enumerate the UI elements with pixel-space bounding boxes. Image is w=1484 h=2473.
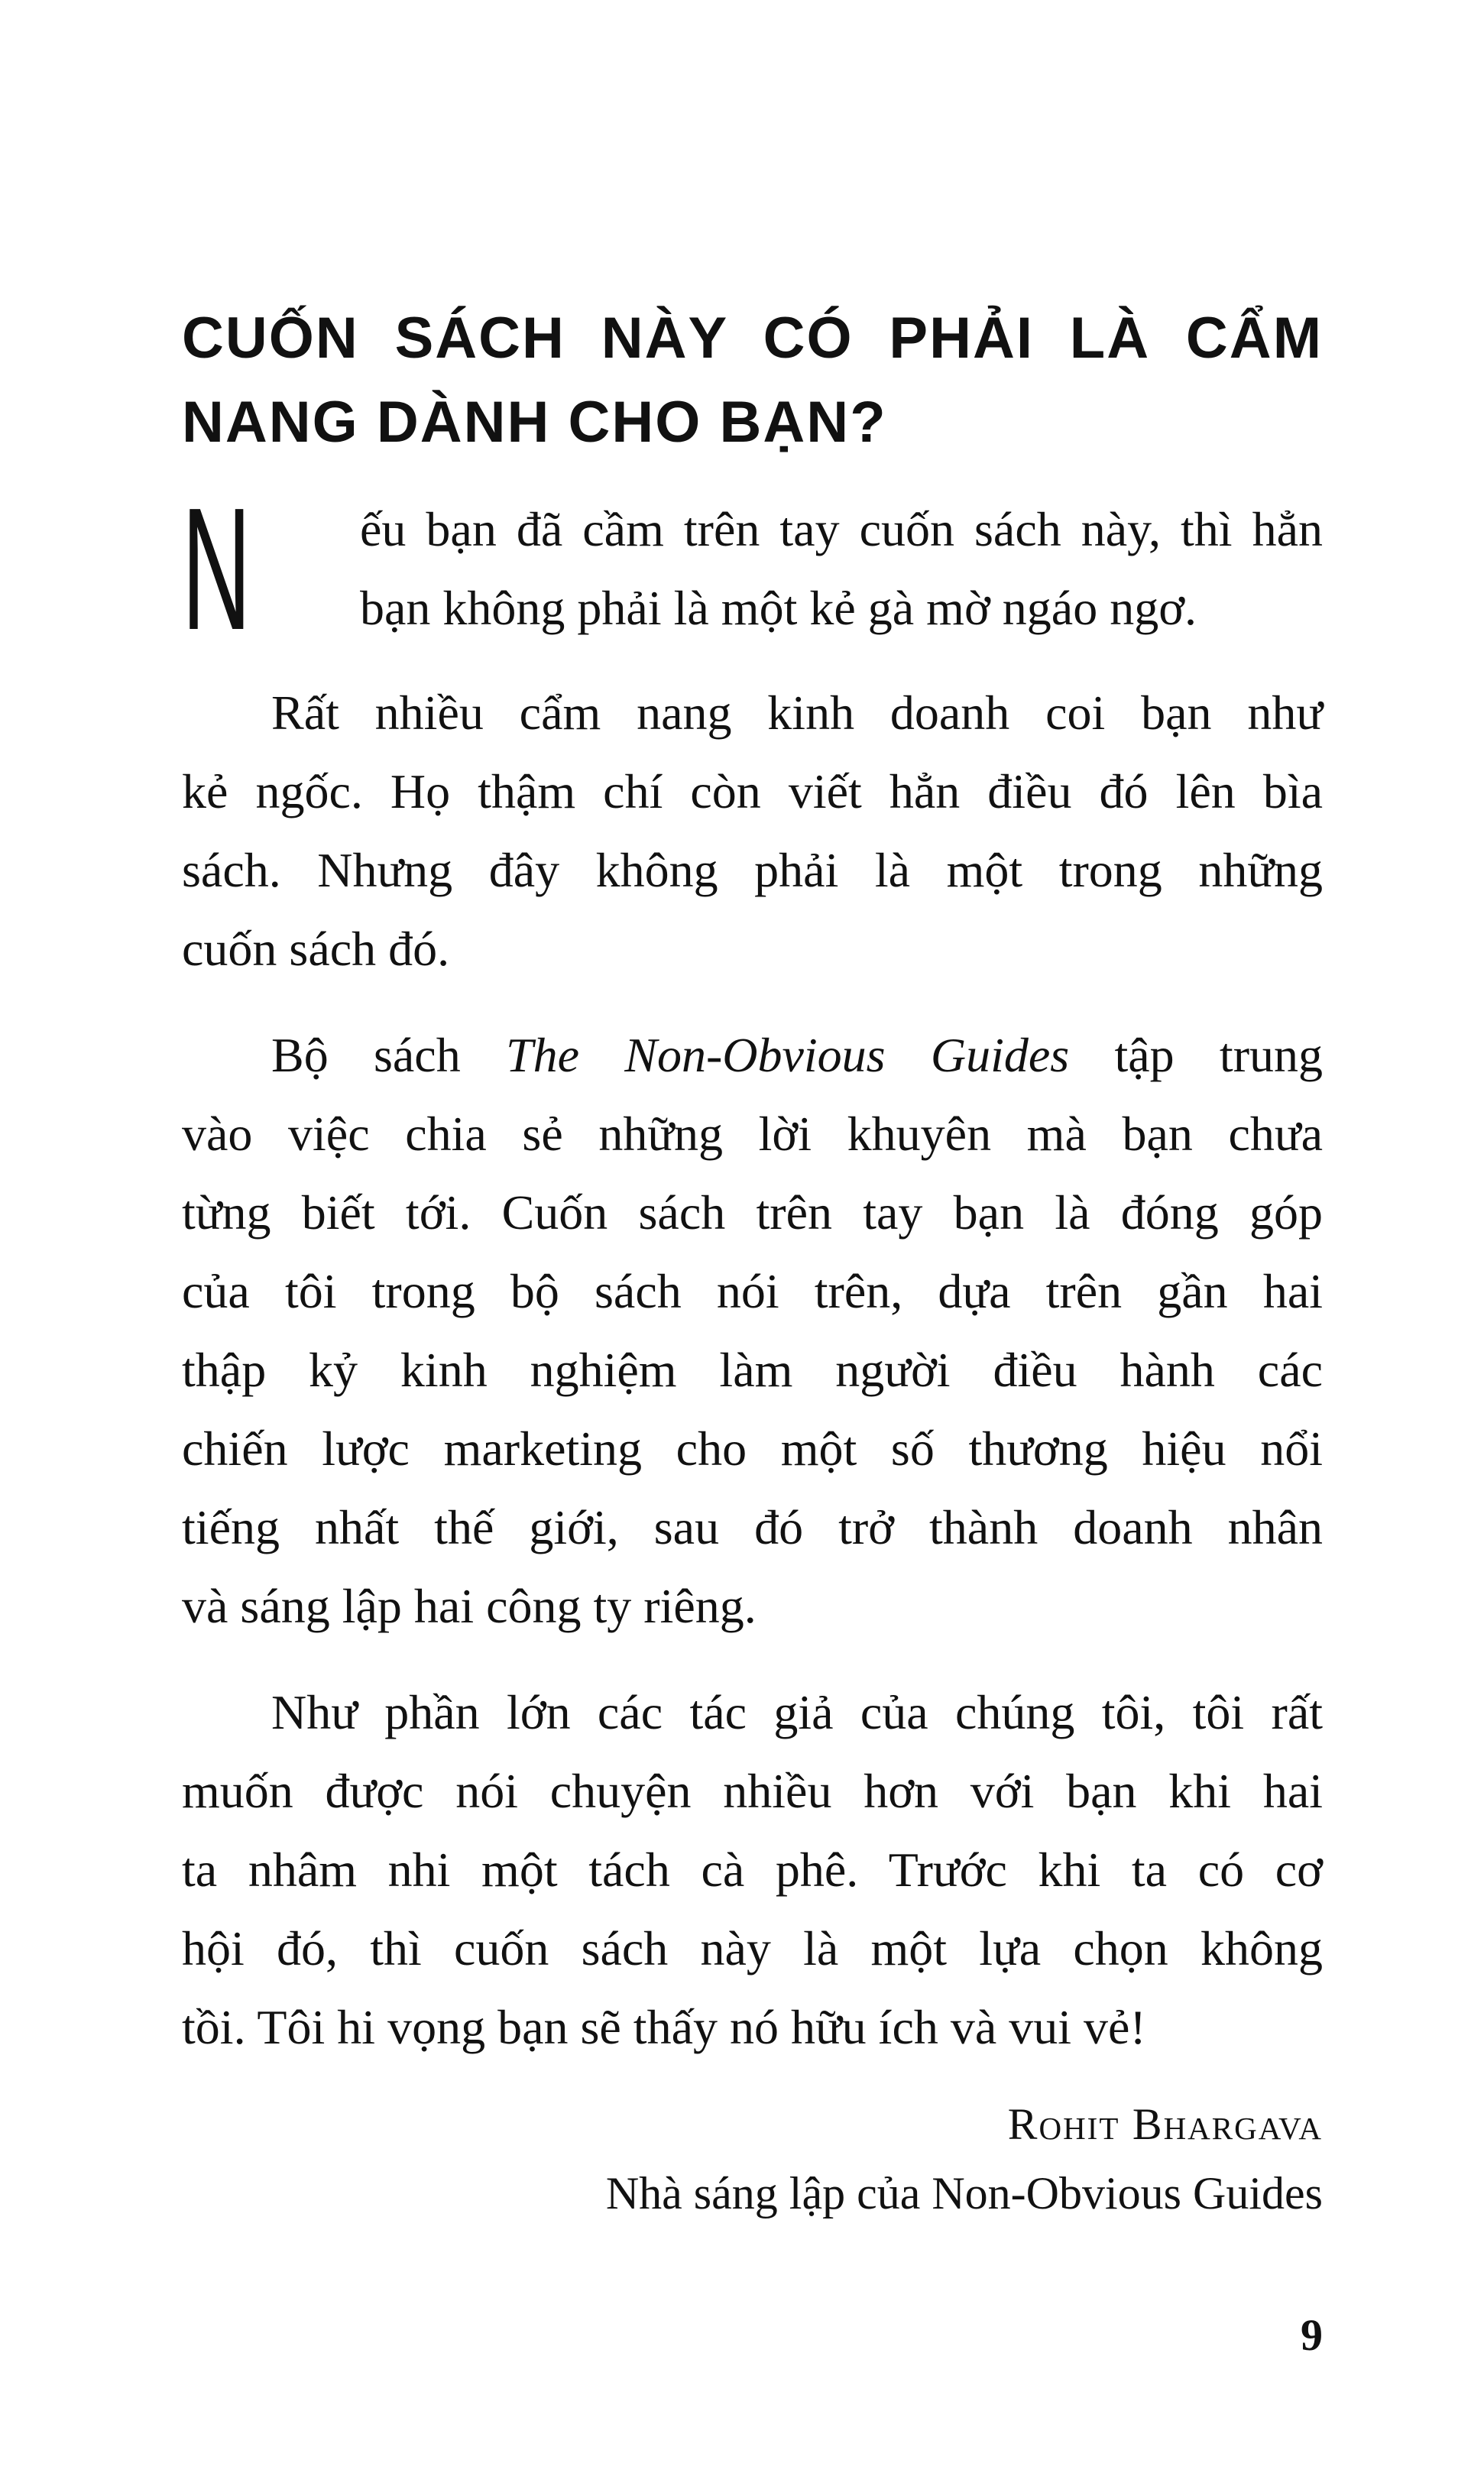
text-line: của tôi trong bộ sách nói trên, dựa trên gần hai [182, 1264, 1323, 1318]
text-line: muốn được nói chuyện nhiều hơn với bạn khi hai [182, 1764, 1323, 1818]
text-span: tập trung [1069, 1028, 1323, 1082]
text-line: tiếng nhất thế giới, sau đó trở thành doanh nhân [182, 1500, 1323, 1554]
text-line: sách. Nhưng đây không phải là một trong những [182, 843, 1323, 897]
text-line: vào việc chia sẻ những lời khuyên mà bạn chưa [182, 1107, 1323, 1161]
paragraph-4 [182, 1673, 1323, 2066]
text-line: thập kỷ kinh nghiệm làm người điều hành các [182, 1343, 1323, 1397]
text-line: chiến lược marketing cho một số thương hiệu nổi [182, 1421, 1323, 1476]
drop-cap: N [182, 472, 251, 666]
text-line: kẻ ngốc. Họ thậm chí còn viết hẳn điều đó lên bìa [182, 764, 1323, 818]
heading-line: CUỐN SÁCH NÀY CÓ PHẢI LÀ CẨM [182, 306, 1323, 371]
chapter-heading [182, 297, 1323, 465]
text-line: bạn không phải là một kẻ gà mờ ngáo ngơ. [360, 581, 1197, 635]
text-line: tồi. Tôi hi vọng bạn sẽ thấy nó hữu ích và vui vẻ! [182, 2000, 1146, 2054]
heading-line: NANG DÀNH CHO BẠN? [182, 390, 887, 455]
author-name: Rohit Bhargava [1007, 2099, 1323, 2149]
paragraph-2 [182, 673, 1323, 988]
text-line [182, 1016, 1323, 1094]
text-line: từng biết tới. Cuốn sách trên tay bạn là đóng góp [182, 1185, 1323, 1240]
text-line: Như phần lớn các tác giả của chúng tôi, tôi rất [271, 1685, 1323, 1739]
text-span: Bộ sách [271, 1028, 506, 1082]
text-line: ếu bạn đã cầm trên tay cuốn sách này, thì hẳn [360, 502, 1323, 556]
text-line: và sáng lập hai công ty riêng. [182, 1579, 757, 1633]
text-line: ta nhâm nhi một tách cà phê. Trước khi ta có cơ [182, 1843, 1323, 1897]
text-line: cuốn sách đó. [182, 922, 450, 976]
text-line: Rất nhiều cẩm nang kinh doanh coi bạn như [271, 686, 1323, 740]
paragraph-1 [182, 472, 1323, 666]
text-line: hội đó, thì cuốn sách này là một lựa chọn không [182, 1921, 1323, 1975]
series-title: The Non-Obvious Guides [505, 1028, 1070, 1082]
author-role: Nhà sáng lập của Non-Obvious Guides [605, 2168, 1323, 2219]
page-number: 9 [1301, 2310, 1323, 2360]
paragraph-3 [182, 1016, 1323, 1645]
